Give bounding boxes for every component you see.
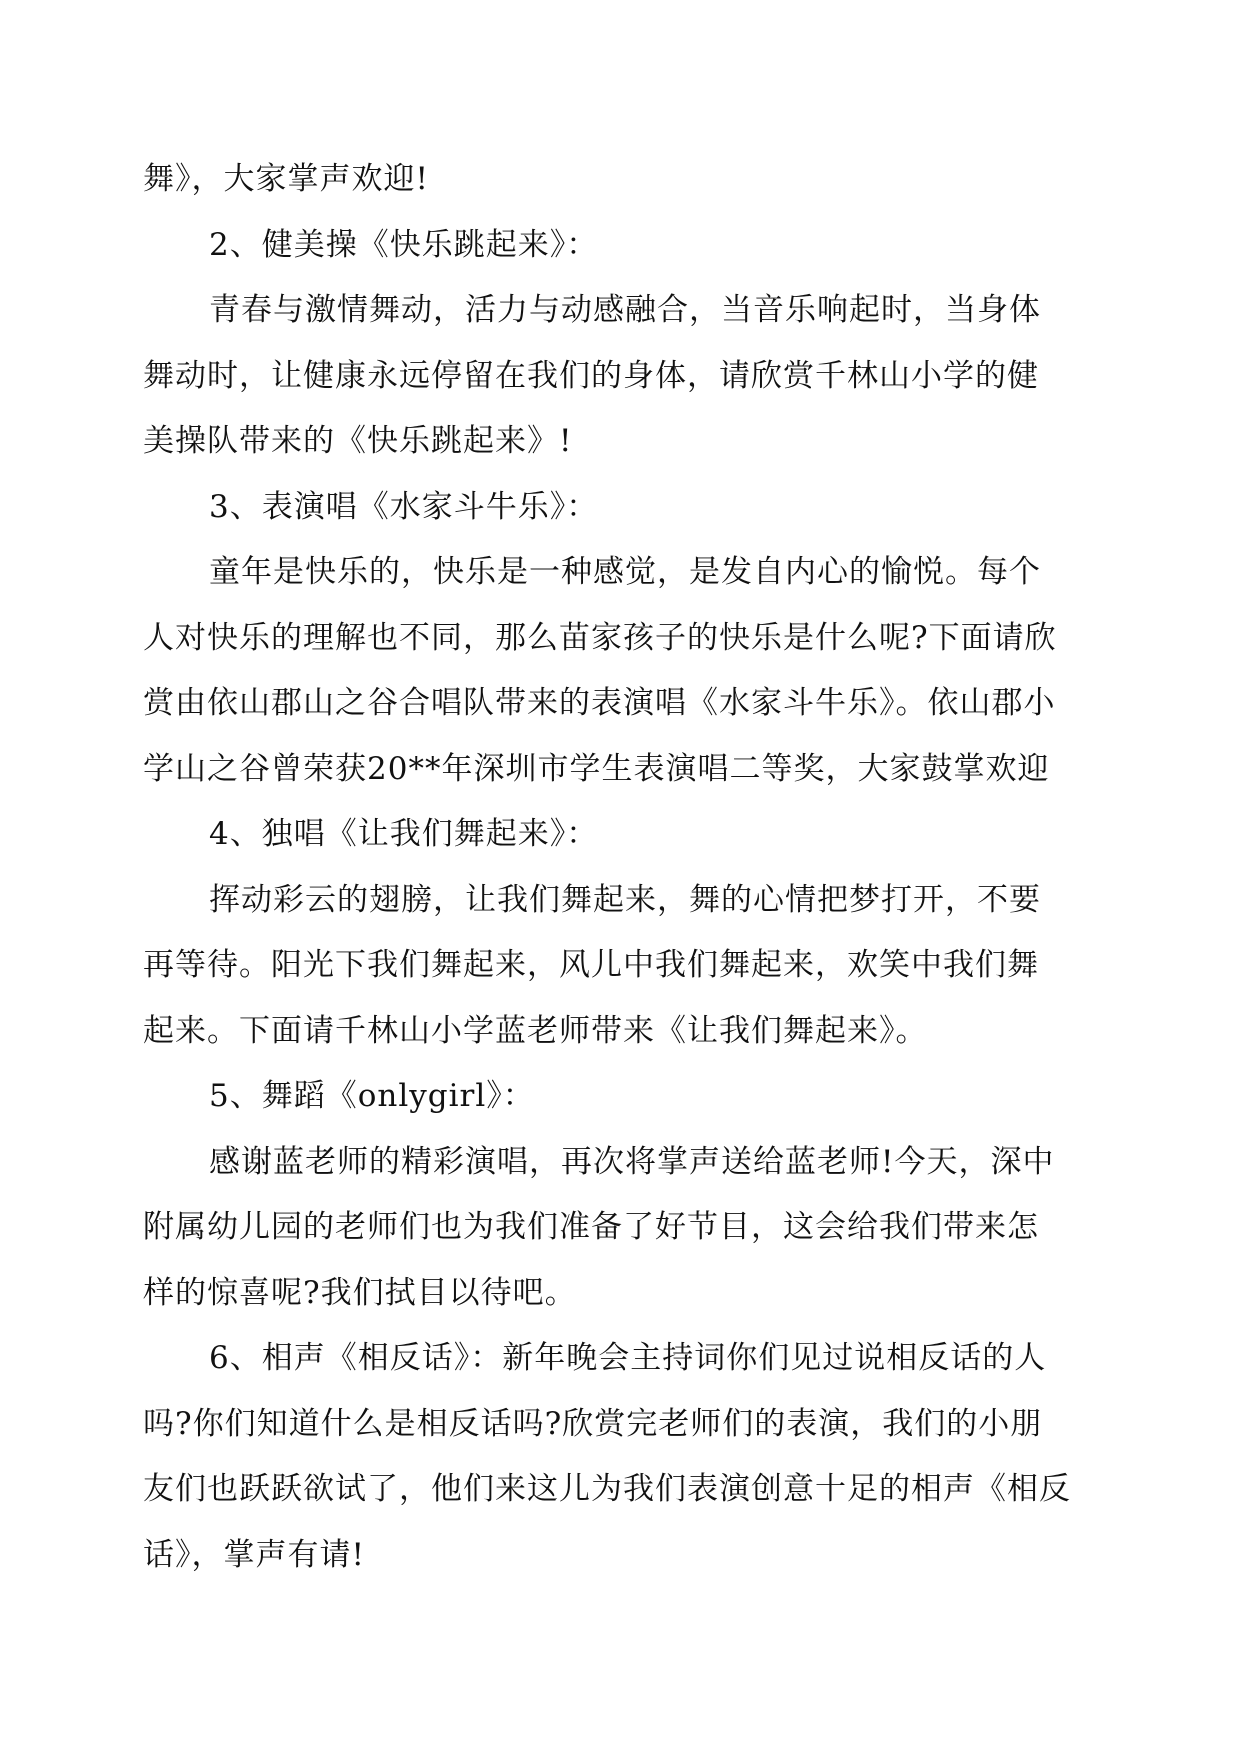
text-line: 舞动时，让健康永远停留在我们的身体，请欣赏千林山小学的健 <box>143 357 1039 394</box>
text-line: 3、表演唱《水家斗牛乐》： <box>209 488 599 525</box>
text-line: 舞》，大家掌声欢迎! <box>143 161 429 197</box>
text-line: 起来。下面请千林山小学蓝老师带来《让我们舞起来》。 <box>143 1012 928 1049</box>
text-line: 青春与激情舞动，活力与动感融合，当音乐响起时，当身体 <box>209 292 1041 328</box>
text-line: 5、舞蹈《onlygirl》： <box>209 1078 535 1114</box>
text-line: 美操队带来的《快乐跳起来》! <box>143 423 573 459</box>
text-line: 友们也跃跃欲试了，他们来这儿为我们表演创意十足的相声《相反 <box>143 1471 1071 1507</box>
text-line: 样的惊喜呢?我们拭目以待吧。 <box>143 1274 577 1311</box>
text-line: 2、健美操《快乐跳起来》： <box>209 226 599 263</box>
text-line: 挥动彩云的翅膀，让我们舞起来，舞的心情把梦打开，不要 <box>209 881 1041 918</box>
text-line: 童年是快乐的，快乐是一种感觉，是发自内心的愉悦。每个 <box>209 554 1041 590</box>
text-line: 吗?你们知道什么是相反话吗?欣赏完老师们的表演，我们的小朋 <box>143 1405 1043 1442</box>
text-line: 再等待。阳光下我们舞起来，风儿中我们舞起来，欢笑中我们舞 <box>143 947 1039 983</box>
text-line: 学山之谷曾荣获20**年深圳市学生表演唱二等奖，大家鼓掌欢迎 <box>143 750 1050 787</box>
text-line: 赏由依山郡山之谷合唱队带来的表演唱《水家斗牛乐》。依山郡小 <box>143 685 1056 721</box>
text-line: 感谢蓝老师的精彩演唱，再次将掌声送给蓝老师!今天，深中 <box>209 1143 1055 1180</box>
document-body <box>143 147 1111 1588</box>
text-line: 附属幼儿园的老师们也为我们准备了好节目，这会给我们带来怎 <box>143 1209 1039 1245</box>
text-line: 4、独唱《让我们舞起来》： <box>209 816 599 852</box>
text-line: 话》，掌声有请! <box>143 1536 365 1573</box>
text-line: 人对快乐的理解也不同，那么苗家孩子的快乐是什么呢?下面请欣 <box>143 619 1057 656</box>
text-line: 6、相声《相反话》：新年晚会主持词你们见过说相反话的人 <box>209 1340 1047 1376</box>
